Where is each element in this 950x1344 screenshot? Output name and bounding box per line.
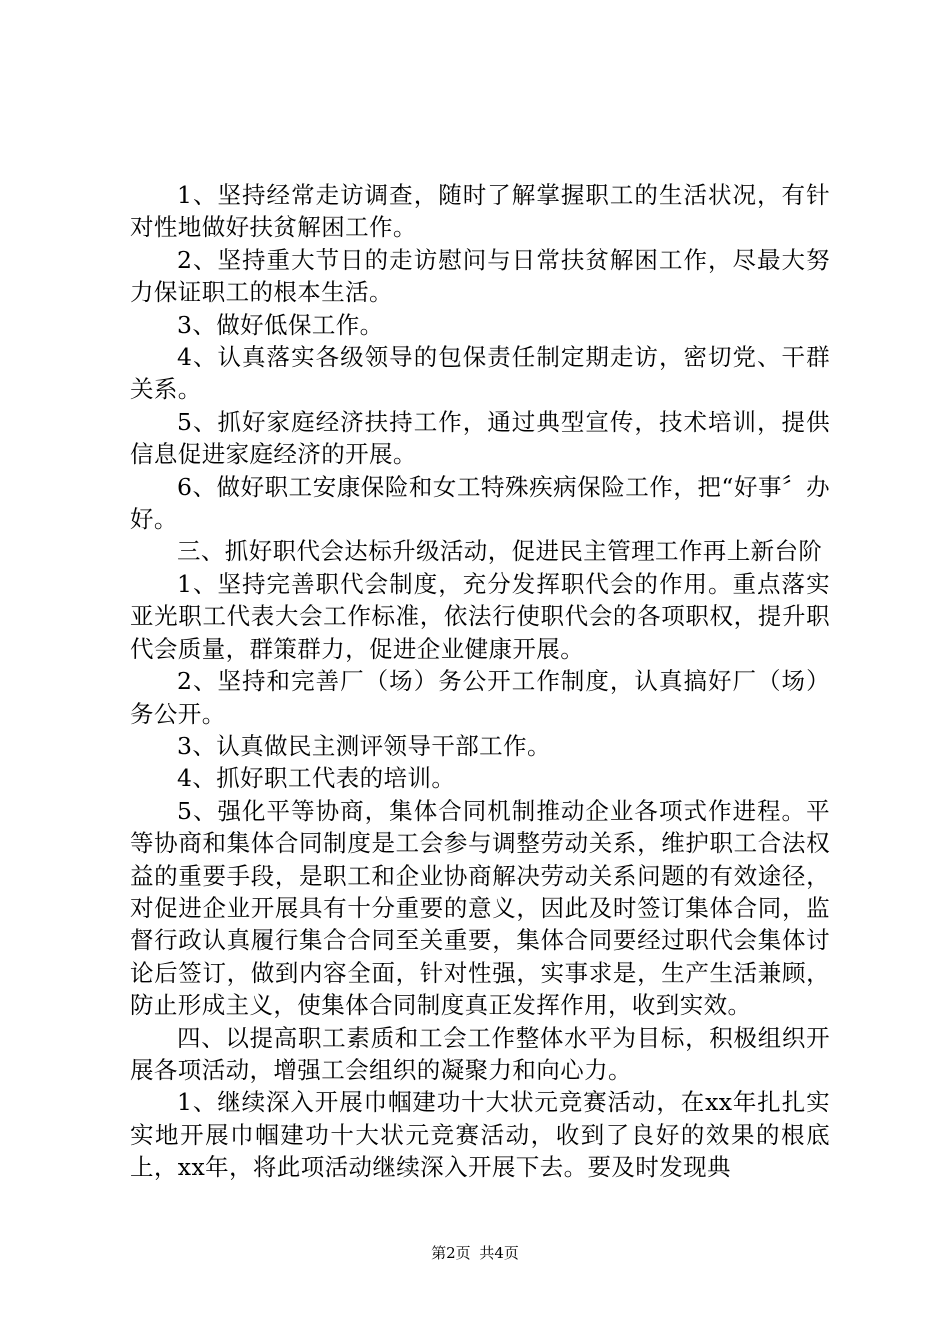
paragraph: 5、抓好家庭经济扶持工作，通过典型宣传，技术培训，提供信息促进家庭经济的开展。 <box>130 407 830 469</box>
paragraph: 1、继续深入开展巾帼建功十大状元竞赛活动，在xx年扎扎实实地开展巾帼建功十大状元竞赛活动，收到了良好的效果的根底上，xx年，将此项活动继续深入开展下去。要及时发现典 <box>130 1088 830 1182</box>
paragraph: 3、认真做民主测评领导干部工作。 <box>177 731 551 760</box>
page-number: 第2页 <box>431 1244 471 1262</box>
section-heading: 三、抓好职代会达标升级活动，促进民主管理工作再上新台阶 <box>177 537 823 566</box>
paragraph: 1、坚持完善职代会制度，充分发挥职代会的作用。重点落实亚光职工代表大会工作标准，依法行使职代会的各项职权，提升职代会质量，群策群力，促进企业健康开展。 <box>130 569 830 663</box>
page-footer <box>0 1243 950 1263</box>
paragraph: 2、坚持重大节日的走访慰问与日常扶贫解困工作，尽最大努力保证职工的根本生活。 <box>130 245 830 307</box>
paragraph: 1、坚持经常走访调查，随时了解掌握职工的生活状况，有针对性地做好扶贫解困工作。 <box>130 181 830 242</box>
paragraph: 4、认真落实各级领导的包保责任制定期走访，密切党、干群关系。 <box>130 343 830 404</box>
paragraph: 2、坚持和完善厂（场）务公开工作制度，认真搞好厂（场）务公开。 <box>130 667 830 728</box>
section-heading: 四、以提高职工素质和工会工作整体水平为目标，积极组织开展各项活动，增强工会组织的凝聚力和向心力。 <box>130 1023 830 1084</box>
paragraph: 5、强化平等协商，集体合同机制推动企业各项式作进程。平等协商和集体合同制度是工会参与调整劳动关系，维护职工合法权益的重要手段，是职工和企业协商解决劳动关系问题的有效途径，对促进企业开展具有十分重要的意义，因此及时签订集体合同，监督行政认真履行集合合同至关重要，集体合同要经过职代会集体讨论后签订，做到内容全面，针对性强，实事求是，生产生活兼顾，防止形成主义，使集体合同制度真正发挥作用，收到实效。 <box>130 796 830 1020</box>
document-body <box>130 179 830 1184</box>
page-total: 共4页 <box>479 1244 519 1262</box>
paragraph: 3、做好低保工作。 <box>177 310 384 339</box>
paragraph: 4、抓好职工代表的培训。 <box>177 764 456 793</box>
paragraph: 6、做好职工安康保险和女工特殊疾病保险工作，把“好事〞办好。 <box>130 472 830 534</box>
